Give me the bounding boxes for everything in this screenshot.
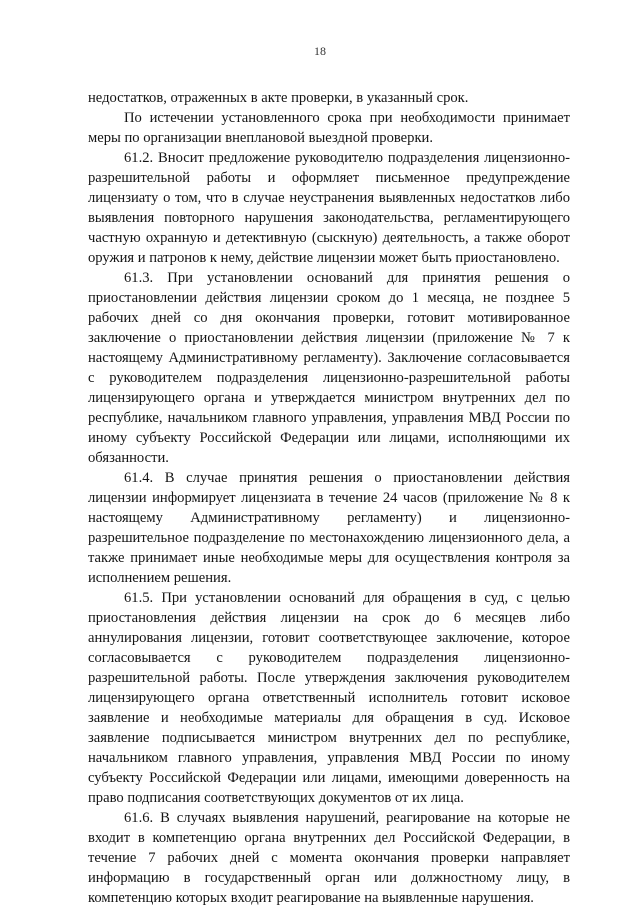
document-body (88, 88, 570, 908)
paragraph-61-6: 61.6. В случаях выявления нарушений, реагирование на которые не входит в компетенцию органа внутренних дел Российской Федерации, в течение 7 рабочих дней с момента окончания проверки направляет информацию в государственный орган или должностному лицу, в компетенцию которых входит реагирование на выявленные нарушения. (88, 810, 570, 906)
paragraph-61-2: 61.2. Вносит предложение руководителю подразделения лицензионно-разрешительной работы и оформляет письменное предупреждение лицензиату о том, что в случае неустранения выявленных недостатков либо выявления повторного нарушения законодательства, регламентирующего частную охранную и детективную (сыскную) деятельность, а также оборот оружия и патронов к нему, действие лицензии может быть приостановлено. (88, 150, 570, 266)
page-number: 18 (314, 44, 326, 58)
paragraph-61-4: 61.4. В случае принятия решения о приостановлении действия лицензии информирует лицензиата в течение 24 часов (приложение № 8 к настоящему Административному регламенту) и лицензионно-разрешительное подразделение по местонахождению лицензионного дела, а также принимает иные необходимые меры для осуществления контроля за исполнением решения. (88, 470, 570, 586)
paragraph-expiry-measures: По истечении установленного срока при необходимости принимает меры по организации внеплановой выездной проверки. (88, 110, 570, 146)
paragraph-61-3: 61.3. При установлении оснований для принятия решения о приостановлении действия лицензии сроком до 1 месяца, не позднее 5 рабочих дней со дня окончания проверки, готовит мотивированное заключение о приостановлении действия лицензии (приложение № 7 к настоящему Административному регламенту). Заключение согласовывается с руководителем подразделения лицензионно-разрешительной работы лицензирующего органа и утверждается министром внутренних дел по республике, начальником главного управления, управления МВД России по иному субъекту Российской Федерации или лицами, исполняющими их обязанности. (88, 270, 570, 466)
paragraph-61-5: 61.5. При установлении оснований для обращения в суд, с целью приостановления действия лицензии на срок до 6 месяцев либо аннулирования лицензии, готовит соответствующее заключение, которое согласовывается с руководителем подразделения лицензионно-разрешительной работы. После утверждения заключения руководителем лицензирующего органа ответственный исполнитель готовит исковое заявление и необходимые материалы для обращения в суд. Исковое заявление подписывается министром внутренних дел по республике, начальником главного управления, управления МВД России по иному субъекту Российской Федерации или лицами, имеющими доверенность на право подписания соответствующих документов от их лица. (88, 590, 570, 806)
paragraph-continuation: недостатков, отраженных в акте проверки, в указанный срок. (88, 90, 469, 106)
